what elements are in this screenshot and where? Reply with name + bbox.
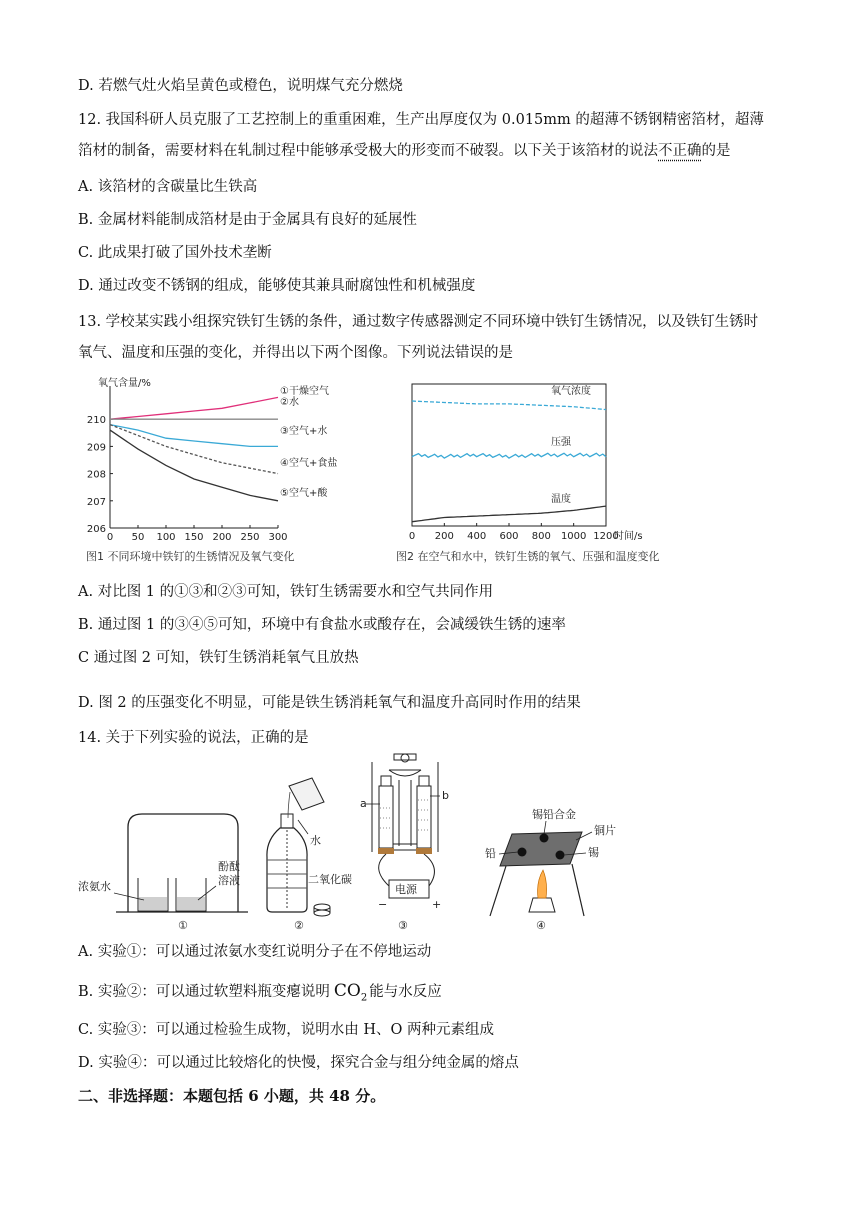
chart1-series-line [110,425,278,474]
q12-option-d: D. 通过改变不锈钢的组成，能够使其兼具耐腐蚀性和机械强度 [78,278,476,294]
q13-option-d: D. 图 2 的压强变化不明显，可能是铁生锈消耗氧气和温度升高同时作用的结果 [78,695,581,711]
chart1-series-label: ③空气+水 [280,426,328,437]
chart1-series-label: ②水 [280,397,299,408]
experiment1-number: ① [178,919,188,932]
chart1-title: 图1 不同环境中铁钉的生锈情况及氧气变化 [86,550,295,563]
chart1-xtick-label: 250 [240,532,260,543]
section-2-heading: 二、非选择题：本题包括 6 小题，共 48 分。 [78,1087,386,1105]
chart1-xtick-label: 0 [106,532,114,543]
chart2-title: 图2 在空气和水中，铁钉生锈的氧气、压强和温度变化 [396,550,660,563]
label-minus: − [378,898,388,911]
chart2-series-line [412,401,606,410]
chart2-series-label: 压强 [551,437,571,449]
chart1-ylabel: 氧气含量/% [98,378,151,389]
q11-option-d: D. 若燃气灶火焰呈黄色或橙色，说明煤气充分燃烧 [78,78,403,94]
label-b: b [442,789,449,802]
experiment4-number: ④ [536,919,546,932]
figure2-chart [396,378,686,570]
label-a: a [360,797,367,810]
chart1-ytick-label: 208 [86,469,106,481]
chart1-xtick-label: 100 [156,532,176,543]
q12-option-c: C. 此成果打破了国外技术垄断 [78,245,272,261]
chart2-series-line [412,453,606,458]
label-carbon-dioxide: 二氧化碳 [308,873,352,886]
chart1-ytick-label: 210 [86,415,106,427]
chart2-xlabel: 时间/s [614,531,643,542]
q12-stem-line2: 箔材的制备，需要材料在轧制过程中能够承受极大的形变而不破裂。以下关于该箔材的说法不正确的是 [78,143,731,159]
q12-stem-line1: 12. 我国科研人员克服了工艺控制上的重重困难，生产出厚度仅为 0.015mm 的超薄不锈钢精密箔材，超薄 [78,112,764,128]
chart2-xtick-label: 400 [467,531,487,542]
experiment2-plastic-bottle [267,778,352,932]
chart1-series-label: ④空气+食盐 [280,458,338,469]
q12-option-a: A. 该箔材的含碳量比生铁高 [78,179,258,195]
co2-formula: $CO_2$ [333,981,368,1004]
label-conc-ammonia: 浓氨水 [78,880,111,893]
label-plus: + [432,898,442,911]
chart1-series-label: ⑤空气+酸 [280,488,328,499]
label-water: 水 [310,834,321,847]
chart2-series-line [412,506,606,522]
q14-option-a: A. 实验①：可以通过浓氨水变红说明分子在不停地运动 [78,944,432,960]
chart1-xtick-label: 150 [184,532,204,543]
q13-option-a: A. 对比图 1 的①③和②③可知，铁钉生锈需要水和空气共同作用 [78,584,494,600]
chart1-ytick-label: 206 [86,524,106,535]
chart2-series-label: 氧气浓度 [551,385,591,397]
label-lead: 铅 [485,847,496,860]
figure1-chart [78,370,368,570]
chart2-xtick-label: 1200 [593,531,619,542]
chart2-xtick-label: 600 [499,531,519,542]
chart2-xtick-label: 800 [531,531,551,542]
chart1-xtick-label: 200 [212,532,232,543]
q14-experiment-figures [76,752,616,934]
chart1-series-line [110,397,278,419]
chart1-ytick-label: 209 [86,442,106,454]
experiment2-number: ② [294,919,304,932]
q13-option-b: B. 通过图 1 的③④⑤可知，环境中有食盐水或酸存在，会减缓铁生锈的速率 [78,617,566,633]
chart2-xtick-label: 0 [408,531,416,542]
chart2-series-label: 温度 [551,493,571,505]
label-phenolphthalein: 酚酞 [218,860,240,873]
q13-stem-line2: 氧气、温度和压强的变化，并得出以下两个图像。下列说法错误的是 [78,345,513,361]
experiment4-copper-plate [485,807,616,932]
emphasis-not-correct: 不正确 [658,143,702,159]
q14-option-b: B. 实验②：可以通过软塑料瓶变瘪说明 $CO_2$ 能与水反应 [78,981,442,1004]
experiment3-number: ③ [398,919,408,932]
chart2-xtick-label: 200 [434,531,454,542]
experiment1-bell-jar [78,814,248,932]
q14-stem: 14. 关于下列实验的说法，正确的是 [78,730,309,746]
chart1-series-label: ①干燥空气 [280,386,329,397]
label-tin: 锡 [588,846,599,859]
label-tin-lead-alloy: 锡铅合金 [532,808,576,821]
q14-option-c: C. 实验③：可以通过检验生成物，说明水由 H、O 两种元素组成 [78,1022,495,1038]
label-copper-plate: 铜片 [594,824,616,837]
q13-option-c: C 通过图 2 可知，铁钉生锈消耗氧气且放热 [78,650,359,666]
q12-option-b: B. 金属材料能制成箔材是由于金属具有良好的延展性 [78,212,417,228]
label-power-supply: 电源 [395,883,417,896]
experiment3-electrolysis [360,754,449,932]
label-solution: 溶液 [218,874,240,887]
chart1-ytick-label: 207 [86,496,106,508]
chart1-xtick-label: 300 [268,532,288,543]
chart1-series-line [110,425,278,447]
q13-stem-line1: 13. 学校某实践小组探究铁钉生锈的条件，通过数字传感器测定不同环境中铁钉生锈情况，以及铁钉生锈时 [78,314,759,330]
chart2-xtick-label: 1000 [560,531,587,542]
q14-option-d: D. 实验④：可以通过比较熔化的快慢，探究合金与组分纯金属的熔点 [78,1055,519,1071]
chart1-xtick-label: 50 [131,532,145,543]
